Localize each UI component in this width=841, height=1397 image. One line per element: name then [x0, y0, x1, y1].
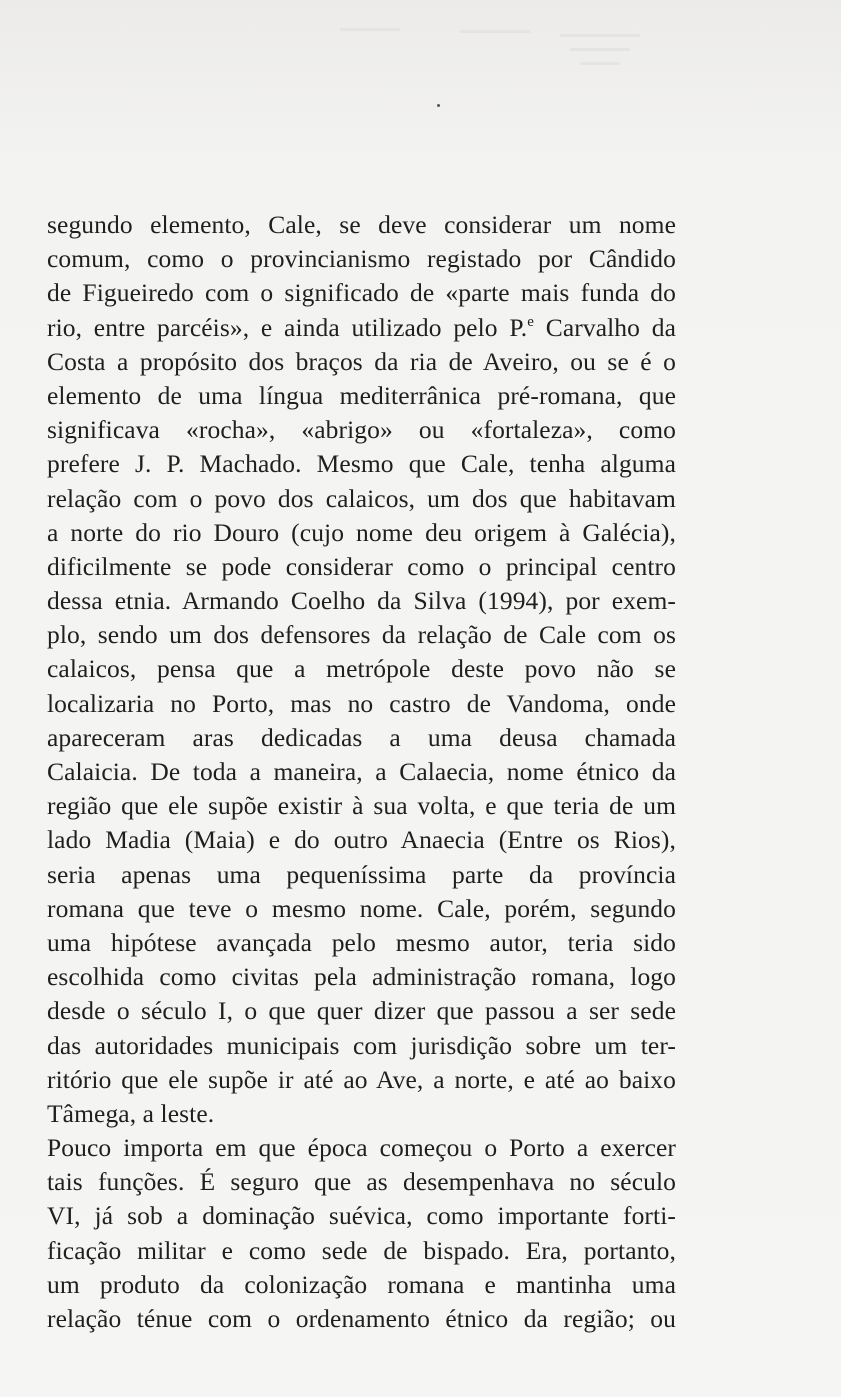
text-line: romana que teve o mesmo nome. Cale, porém, segundo [47, 893, 676, 923]
text-line: ritório que ele supõe ir até ao Ave, a norte, e até ao baixo [47, 1064, 676, 1094]
text-line: localizaria no Porto, mas no castro de Vandoma, onde [47, 688, 676, 718]
text-line: VI, já sob a dominação suévica, como importante forti- [47, 1201, 676, 1231]
text-line: região que ele supõe existir à sua volta, e que teria de um [47, 791, 676, 821]
text-line: das autoridades municipais com jurisdição sobre um ter- [47, 1030, 676, 1060]
text-line-with-superscript [47, 311, 676, 345]
text-line: prefere J. P. Machado. Mesmo que Cale, tenha alguma [47, 449, 676, 479]
text-line: calaicos, pensa que a metrópole deste povo não se [47, 654, 676, 684]
text-segment: rio, entre parcéis», e ainda utilizado pelo P. [47, 312, 528, 342]
text-line: a norte do rio Douro (cujo nome deu origem à Galécia), [47, 517, 676, 547]
text-line: um produto da colonização romana e mantinha uma [47, 1269, 676, 1299]
text-line: de Figueiredo com o significado de «parte mais funda do [47, 278, 676, 308]
text-line: Costa a propósito dos braços da ria de Aveiro, ou se é o [47, 346, 676, 376]
text-line: relação com o povo dos calaicos, um dos que habitavam [47, 483, 676, 513]
text-line: desde o século I, o que quer dizer que passou a ser sede [47, 996, 676, 1026]
text-line: Pouco importa em que época começou o Porto a exercer [47, 1133, 676, 1163]
text-line-paragraph-end: Tâmega, a leste. [47, 1098, 215, 1128]
text-line: Calaicia. De toda a maneira, a Calaecia, nome étnico da [47, 757, 676, 786]
text-line: tais funções. É seguro que as desempenhava no século [47, 1167, 676, 1197]
text-line: significava «rocha», «abrigo» ou «fortaleza», como [47, 415, 676, 445]
text-line: escolhida como civitas pela administração romana, logo [47, 962, 676, 992]
text-line: seria apenas uma pequeníssima parte da província [47, 859, 676, 889]
bleed-through-shadow [240, 0, 660, 80]
text-line: comum, como o provincianismo registado por Cândido [47, 244, 676, 274]
text-line: dessa etnia. Armando Coelho da Silva (1994), por exem- [47, 586, 676, 616]
text-line: uma hipótese avançada pelo mesmo autor, teria sido [47, 927, 676, 957]
text-segment: Carvalho da [534, 312, 676, 342]
page-speck [437, 104, 440, 107]
text-line: segundo elemento, Cale, se deve considerar um nome [47, 210, 676, 239]
text-line: plo, sendo um dos defensores da relação de Cale com os [47, 620, 676, 650]
text-line: dificilmente se pode considerar como o principal centro [47, 551, 676, 581]
text-line: lado Madia (Maia) e do outro Anaecia (Entre os Rios), [47, 825, 676, 855]
text-line: apareceram aras dedicadas a uma deusa chamada [47, 722, 676, 752]
body-text [47, 208, 676, 1336]
text-line: elemento de uma língua mediterrânica pré-romana, que [47, 380, 676, 410]
text-line: relação ténue com o ordenamento étnico da região; ou [47, 1304, 676, 1333]
superscript: e [527, 313, 535, 330]
text-line: ficação militar e como sede de bispado. Era, portanto, [47, 1235, 676, 1265]
